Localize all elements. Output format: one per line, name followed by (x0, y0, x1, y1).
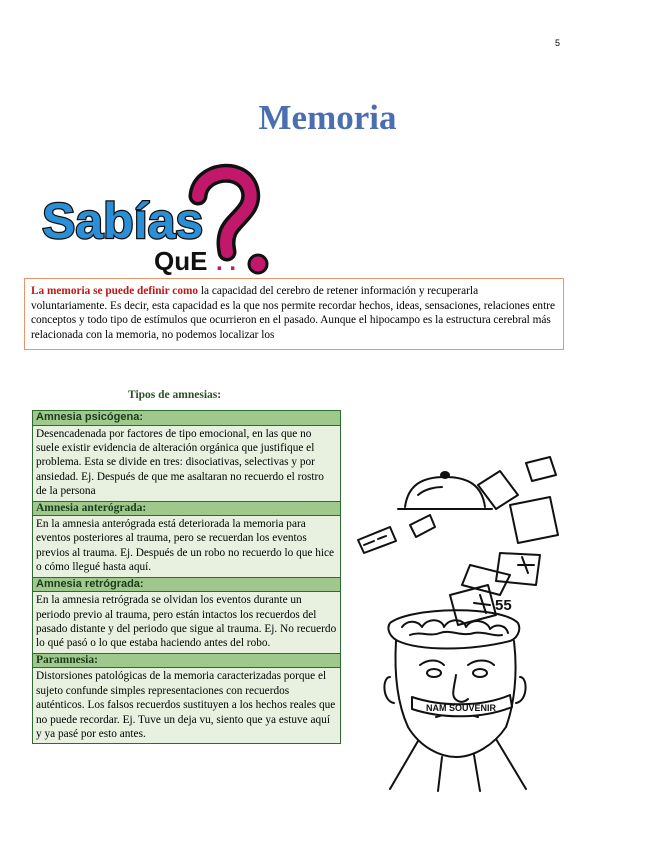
amnesia-anterograda-header: Amnesia anterógrada: (33, 501, 341, 516)
paramnesia-description: Distorsiones patológicas de la memoria caracterizadas porque el sujeto confunde simples representaciones con recuerdos auténticos. Los falsos recuerdos sustituyen a los hechos reales que no puede recordar. Ej. Tuve un deja vu, siento que ya estuve aquí y ya pasé por esto antes. (33, 668, 341, 744)
amnesia-table (32, 410, 341, 744)
intro-text: la capacidad del cerebro de retener información y recuperarla voluntariamente. Es decir, esta capacidad es la que nos permite recordar hechos, ideas, sensaciones, relaciones entre conceptos y todo tipo de estímulos que ocurrieron en el pasado. Aunque el hipocampo es la estructura cerebral más relacionada con la memoria, no podemos localizar los (31, 285, 555, 341)
table-row (33, 516, 341, 578)
paramnesia-header: Paramnesia: (33, 653, 341, 668)
table-row (33, 653, 341, 668)
logo-dots: . . (216, 249, 237, 276)
table-row (33, 592, 341, 654)
logo-word-que: QuE (154, 246, 208, 276)
bell-cloche-icon (398, 472, 492, 509)
memory-head-illustration (350, 445, 568, 795)
floating-memory-cards (358, 457, 558, 625)
page-number: 5 (555, 38, 561, 48)
amnesia-psicogena-header: Amnesia psicógena: (33, 411, 341, 426)
sabias-que-logo (38, 160, 278, 278)
table-row (33, 577, 341, 592)
amnesia-retrograda-header: Amnesia retrógrada: (33, 577, 341, 592)
table-row (33, 411, 341, 426)
page-title: Memoria (258, 98, 397, 137)
intro-lead: La memoria se puede definir como (31, 285, 199, 297)
amnesia-psicogena-description: Desencadenada por factores de tipo emocional, en las que no suele existir evidencia de alteración orgánica que justifique el problema. Esta se divide en tres: disociativas, selectivas y por ansiedad. Ej. Después de que me asaltaran no recuerdo el rostro de la persona (33, 425, 341, 501)
card-number: 55 (495, 597, 512, 614)
amnesia-types-title: Tipos de amnesias: (128, 389, 222, 401)
table-row (33, 425, 341, 501)
amnesia-retrograda-description: En la amnesia retrógrada se olvidan los eventos durante un periodo previo al trauma, pero están intactos los recuerdos del pasado distante y del periodo que sigue al trauma. Ej. No recuerdo lo qué pasó o lo que estaba haciendo antes del robo. (33, 592, 341, 654)
headband-label: NAM SOUVENIR (426, 703, 497, 713)
question-mark-icon (198, 173, 251, 252)
intro-box (24, 278, 564, 350)
amnesia-anterograda-description: En la amnesia anterógrada está deteriorada la memoria para eventos posteriores al trauma, pero se recuerdan los eventos previos al trauma. Ej. Después de un robo no recuerdo lo que hice o cómo llegué hasta aquí. (33, 516, 341, 578)
logo-word-sabias: Sabías (42, 193, 204, 249)
question-dot-icon (249, 255, 267, 273)
table-row (33, 501, 341, 516)
table-row (33, 668, 341, 744)
